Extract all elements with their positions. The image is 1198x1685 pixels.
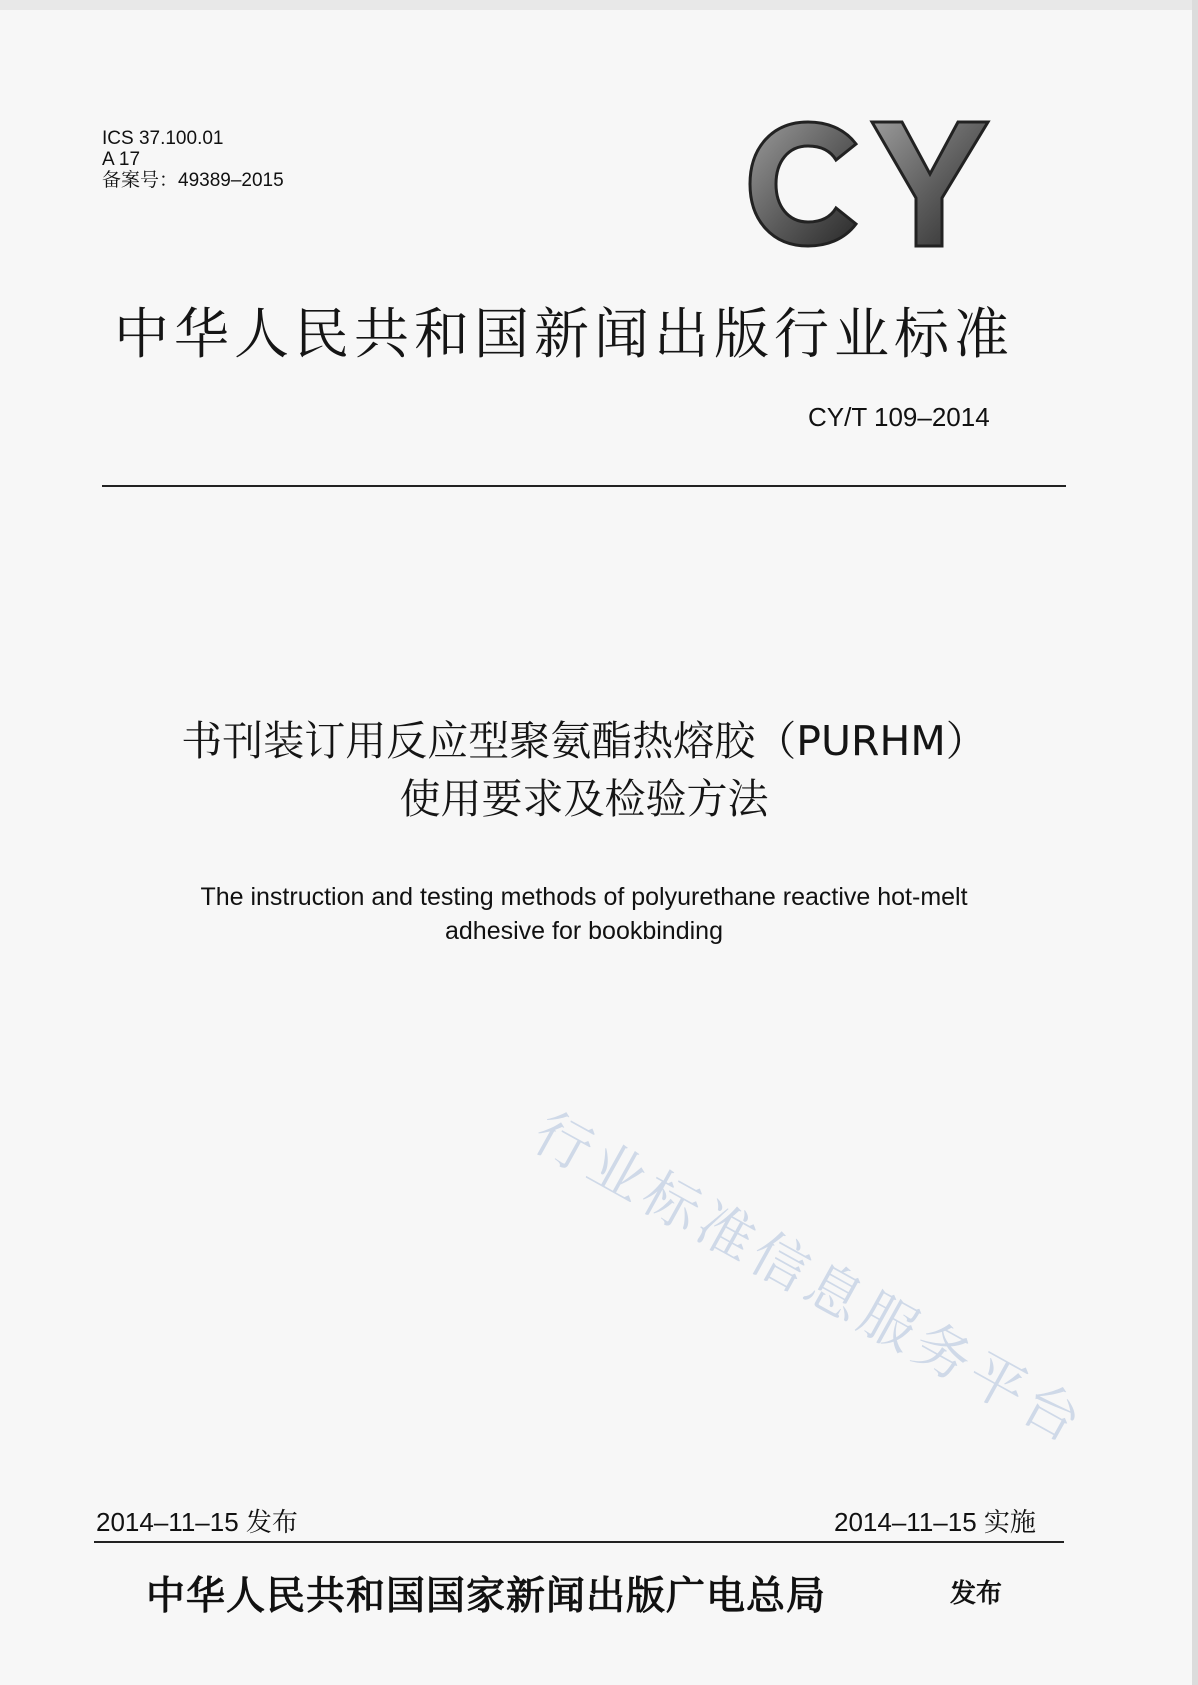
english-title-line-2: adhesive for bookbinding [445, 917, 723, 945]
standard-number: CY/T 109–2014 [808, 402, 990, 432]
publish-date: 2014–11–15 发布 [96, 1507, 298, 1537]
issuing-authority: 中华人民共和国国家新闻出版广电总局 [146, 1573, 827, 1619]
logo-letter-c [750, 122, 856, 246]
footer-rule [94, 1541, 1064, 1543]
cy-logo [744, 118, 1004, 250]
header-rule [102, 485, 1066, 487]
chinese-title-line-1: 书刊装订用反应型聚氨酯热熔胶（PURHM） [181, 717, 987, 765]
english-title-line-1: The instruction and testing methods of polyurethane reactive hot-melt [200, 883, 968, 911]
classification-block [102, 128, 284, 191]
chinese-title [0, 712, 1168, 828]
issuing-label: 发布 [950, 1579, 1003, 1609]
english-title [0, 880, 1168, 948]
logo-letter-y [872, 122, 988, 246]
class-code: A 17 [102, 149, 141, 170]
chinese-title-line-2: 使用要求及检验方法 [399, 775, 769, 823]
platform-watermark: 行业标准信息服务平台 [522, 1100, 1097, 1458]
scan-right-edge [1192, 0, 1198, 1685]
effective-date: 2014–11–15 实施 [834, 1507, 1036, 1537]
ics-code: ICS 37.100.01 [102, 128, 224, 149]
record-number: 备案号：49389–2015 [102, 170, 284, 191]
standard-category-title: 中华人民共和国新闻出版行业标准 [114, 302, 1015, 366]
scan-top-edge [0, 0, 1198, 10]
